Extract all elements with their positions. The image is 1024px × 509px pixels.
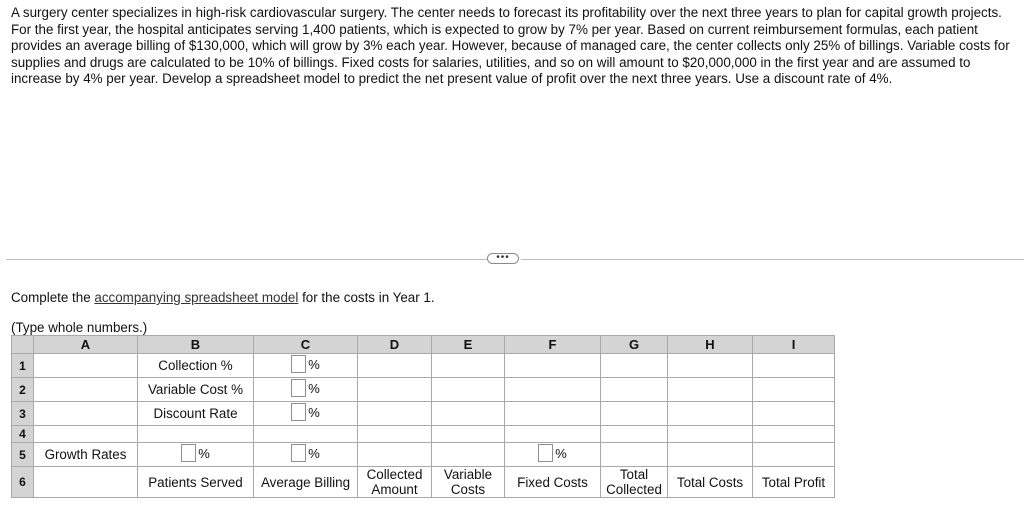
cell-c2 <box>254 378 358 402</box>
cell-e4 <box>432 426 505 443</box>
sheet-row-3 <box>12 402 835 426</box>
cell-b6: Patients Served <box>138 467 254 498</box>
cell-i4 <box>753 426 835 443</box>
cell-h1 <box>668 354 753 378</box>
cell-c3 <box>254 402 358 426</box>
cell-d6: Collected Amount <box>358 467 432 498</box>
cell-f3 <box>505 402 601 426</box>
cell-d1 <box>358 354 432 378</box>
cell-f4 <box>505 426 601 443</box>
row-number: 1 <box>12 354 34 378</box>
sheet-row-5 <box>12 443 835 467</box>
percent-symbol: % <box>198 445 210 461</box>
cell-b4 <box>138 426 254 443</box>
problem-statement: A surgery center specializes in high-risk cardiovascular surgery. The center needs to forecast its profitability over the next three years to plan for capital growth projects. For the first year, the hospital anticipates serving 1,400 patients, which is expected to grow by 7% per year. Based on current reimbursement formulas, each patient provides an average billing of $130,000, which will grow by 3% each year. However, because of managed care, the center collects only 25% of billings. Variable costs for supplies and drugs are calculated to be 10% of billings. Fixed costs for salaries, utilities, and so on will amount to $20,000,000 in the first year and are assumed to increase by 4% per year. Develop a spreadsheet model to predict the net present value of profit over the next three years. Use a discount rate of 4%. <box>11 5 1010 87</box>
cell-e1 <box>432 354 505 378</box>
cell-f1 <box>505 354 601 378</box>
cell-d4 <box>358 426 432 443</box>
column-header: H <box>668 336 753 354</box>
cell-h4 <box>668 426 753 443</box>
column-header: E <box>432 336 505 354</box>
column-header: I <box>753 336 835 354</box>
cell-g6: Total Collected <box>601 467 668 498</box>
column-header-row <box>12 336 835 354</box>
cell-c4 <box>254 426 358 443</box>
cell-d5 <box>358 443 432 467</box>
column-header: D <box>358 336 432 354</box>
cell-h6: Total Costs <box>668 467 753 498</box>
instruction-text: Complete the accompanying spreadsheet model for the costs in Year 1. <box>11 290 435 305</box>
cell-a2 <box>34 378 138 402</box>
cell-c5 <box>254 443 358 467</box>
spreadsheet-grid <box>11 335 835 498</box>
variable-cost-pct-input[interactable] <box>291 379 306 397</box>
cell-a6 <box>34 467 138 498</box>
cell-a4 <box>34 426 138 443</box>
corner-cell <box>12 336 34 354</box>
cell-i5 <box>753 443 835 467</box>
fixed-cost-growth-input[interactable] <box>538 444 553 462</box>
cell-e3 <box>432 402 505 426</box>
cell-g1 <box>601 354 668 378</box>
section-divider <box>521 259 1024 260</box>
percent-symbol: % <box>308 445 320 461</box>
cell-h3 <box>668 402 753 426</box>
row-number: 5 <box>12 443 34 467</box>
cell-g4 <box>601 426 668 443</box>
column-header: B <box>138 336 254 354</box>
cell-i2 <box>753 378 835 402</box>
cell-b2: Variable Cost % <box>138 378 254 402</box>
cell-i6: Total Profit <box>753 467 835 498</box>
cell-e6: Variable Costs <box>432 467 505 498</box>
spreadsheet-model-link[interactable]: accompanying spreadsheet model <box>94 290 299 305</box>
cell-d2 <box>358 378 432 402</box>
patients-growth-input[interactable] <box>181 444 196 462</box>
column-header: A <box>34 336 138 354</box>
cell-b3: Discount Rate <box>138 402 254 426</box>
percent-symbol: % <box>308 380 320 396</box>
sheet-row-2 <box>12 378 835 402</box>
cell-c6: Average Billing <box>254 467 358 498</box>
cell-c1 <box>254 354 358 378</box>
sheet-row-6 <box>12 467 835 498</box>
section-divider <box>6 259 487 260</box>
sheet-row-1 <box>12 354 835 378</box>
percent-symbol: % <box>555 445 567 461</box>
cell-i1 <box>753 354 835 378</box>
cell-f5 <box>505 443 601 467</box>
cell-e2 <box>432 378 505 402</box>
cell-g3 <box>601 402 668 426</box>
cell-f2 <box>505 378 601 402</box>
cell-h2 <box>668 378 753 402</box>
column-header: G <box>601 336 668 354</box>
cell-g2 <box>601 378 668 402</box>
column-header: C <box>254 336 358 354</box>
cell-e5 <box>432 443 505 467</box>
discount-rate-input[interactable] <box>291 403 306 421</box>
cell-a3 <box>34 402 138 426</box>
cell-a1 <box>34 354 138 378</box>
cell-d3 <box>358 402 432 426</box>
row-number: 6 <box>12 467 34 498</box>
percent-symbol: % <box>308 356 320 372</box>
billing-growth-input[interactable] <box>291 444 306 462</box>
collection-pct-input[interactable] <box>291 355 306 373</box>
input-hint: (Type whole numbers.) <box>11 320 148 335</box>
cell-b5 <box>138 443 254 467</box>
cell-a5: Growth Rates <box>34 443 138 467</box>
row-number: 4 <box>12 426 34 443</box>
sheet-row-4 <box>12 426 835 443</box>
expand-more-button[interactable]: ••• <box>487 253 519 264</box>
row-number: 2 <box>12 378 34 402</box>
percent-symbol: % <box>308 404 320 420</box>
cell-i3 <box>753 402 835 426</box>
cell-b1: Collection % <box>138 354 254 378</box>
cell-g5 <box>601 443 668 467</box>
row-number: 3 <box>12 402 34 426</box>
cell-h5 <box>668 443 753 467</box>
column-header: F <box>505 336 601 354</box>
cell-f6: Fixed Costs <box>505 467 601 498</box>
